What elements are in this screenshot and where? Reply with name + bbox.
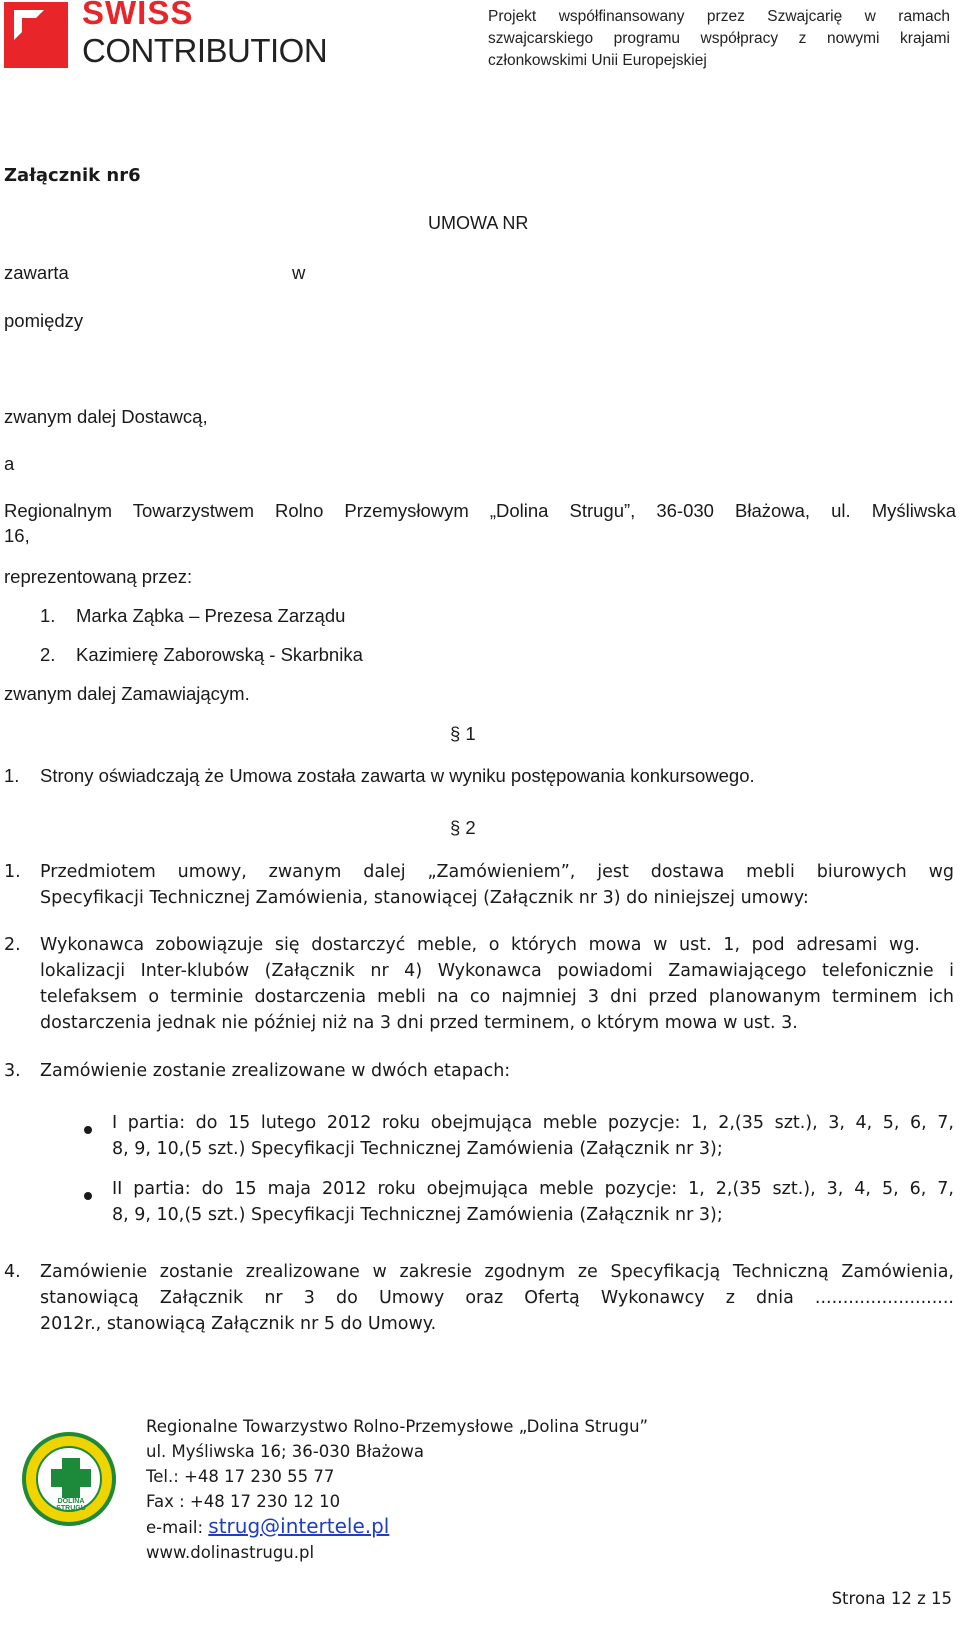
email-label: e-mail: <box>146 1518 204 1537</box>
rep-name: Marka Ząbka – Prezesa Zarządu <box>76 605 346 626</box>
contract-title: UMOWA NR <box>428 213 529 233</box>
seal-text: DOLINA STRUGU <box>56 1498 86 1512</box>
project-funding-note <box>488 6 950 72</box>
bullet-text: 8, 9, 10,(5 szt.) Specyfikacji Technicznej Zamówienia (Załącznik nr 3); <box>112 1205 723 1225</box>
logo-mark-icon <box>4 2 68 68</box>
item-text: Wykonawca zobowiązuje się dostarczyć meble, o których mowa w ust. 1, pod adresami wg. <box>40 935 920 955</box>
note-line: członkowskimi Unii Europejskiej <box>488 52 707 69</box>
bullet-text: II partia: do 15 maja 2012 roku obejmująca meble pozycje: 1, 2,(35 szt.), 3, 4, 5, 6, 7, <box>112 1179 954 1199</box>
supplier-line: zwanym dalej Dostawcą, <box>4 406 208 427</box>
note-line: szwajcarskiego programu współpracy z nowymi krajami <box>488 30 950 47</box>
footer-org: Regionalne Towarzystwo Rolno-Przemysłowe „Dolina Strugu” <box>146 1417 649 1436</box>
bullet-text: I partia: do 15 lutego 2012 roku obejmująca meble pozycje: 1, 2,(35 szt.), 3, 4, 5, 6, 7, <box>112 1113 954 1133</box>
between-label: pomiędzy <box>4 310 84 331</box>
item-text: Strony oświadczają że Umowa została zawarta w wyniku postępowania konkursowego. <box>40 765 755 786</box>
represented-by: reprezentowaną przez: <box>4 566 193 587</box>
footer-address: ul. Myśliwska 16; 36-030 Błażowa <box>146 1442 424 1461</box>
item-number: 1. <box>4 765 20 786</box>
buyer-line: Regionalnym Towarzystwem Rolno Przemysłowym „Dolina Strugu”, 36-030 Błażowa, ul. Myśliwska <box>4 500 956 521</box>
footer-tel: Tel.: +48 17 230 55 77 <box>146 1467 335 1486</box>
rep-name: Kazimierę Zaborowską - Skarbnika <box>76 644 363 665</box>
item-number: 2. <box>4 935 21 955</box>
attachment-title: Załącznik nr6 <box>4 165 141 186</box>
dolina-strugu-seal-icon <box>22 1432 116 1526</box>
logo-text-contribution: CONTRIBUTION <box>82 32 328 69</box>
ordering-party-line: zwanym dalej Zamawiającym. <box>4 683 250 704</box>
email-link[interactable]: strug@intertele.pl <box>208 1514 390 1538</box>
section-mark-2: § 2 <box>450 817 476 838</box>
footer-email-row <box>146 1514 648 1540</box>
footer-website: www.dolinastrugu.pl <box>146 1543 315 1562</box>
buyer-line-cont: 16, <box>4 525 30 546</box>
bullet-dot-icon <box>84 1126 92 1134</box>
item-number: 4. <box>4 1262 21 1282</box>
and-line: a <box>4 453 15 474</box>
footer-contact <box>146 1414 648 1565</box>
item-text: Przedmiotem umowy, zwanym dalej „Zamówieniem”, jest dostawa mebli biurowych wg <box>40 862 954 882</box>
item-text: 2012r., stanowiącą Załącznik nr 5 do Umowy. <box>40 1314 437 1334</box>
section-mark-1: § 1 <box>450 723 476 744</box>
bullet-dot-icon <box>84 1192 92 1200</box>
concluded-in-label: w <box>292 262 306 283</box>
note-line: Projekt współfinansowany przez Szwajcarię w ramach <box>488 8 950 25</box>
item-text: dostarczenia jednak nie później niż na 3 dni przed terminem, o którym mowa w ust. 3. <box>40 1013 798 1033</box>
item-number: 3. <box>4 1061 21 1081</box>
swiss-contribution-logo <box>4 0 328 72</box>
logo-text-swiss: SWISS <box>82 0 194 31</box>
page-number: Strona 12 z 15 <box>831 1589 952 1608</box>
item-text: lokalizacji Inter-klubów (Załącznik nr 4) Wykonawca powiadomi Zamawiającego telefonicznie i <box>40 961 954 981</box>
item-number: 1. <box>4 862 21 882</box>
bullet-text: 8, 9, 10,(5 szt.) Specyfikacji Technicznej Zamówienia (Załącznik nr 3); <box>112 1139 723 1159</box>
concluded-label: zawarta <box>4 262 69 283</box>
item-text: Zamówienie zostanie zrealizowane w dwóch etapach: <box>40 1061 511 1081</box>
item-text: Specyfikacji Technicznej Zamówienia, stanowiącej (Załącznik nr 3) do niniejszej umowy: <box>40 888 809 908</box>
footer-fax: Fax : +48 17 230 12 10 <box>146 1492 341 1511</box>
rep-number: 1. <box>40 605 56 626</box>
rep-number: 2. <box>40 644 56 665</box>
item-text: stanowiącą Załącznik nr 3 do Umowy oraz Ofertą Wykonawcy z dnia ......................... <box>40 1288 954 1308</box>
item-text: telefaksem o terminie dostarczenia mebli na co najmniej 3 dni przed planowanym terminem ich <box>40 987 954 1007</box>
item-text: Zamówienie zostanie zrealizowane w zakresie zgodnym ze Specyfikacją Techniczną Zamówienia, <box>40 1262 954 1282</box>
